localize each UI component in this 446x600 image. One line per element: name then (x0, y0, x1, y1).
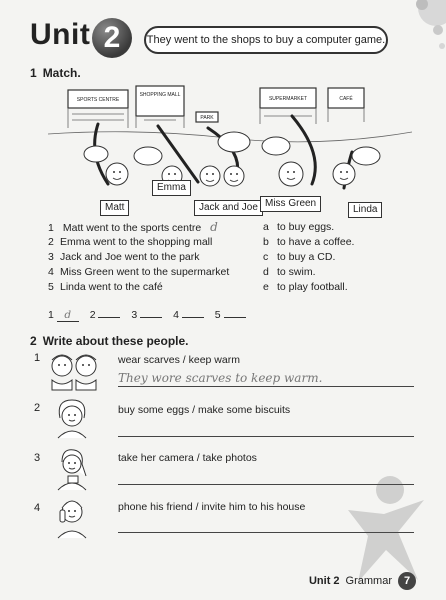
sign-supermarket: SUPERMARKET (268, 96, 308, 102)
answer-line[interactable] (118, 370, 414, 387)
page-footer (309, 572, 416, 590)
match-sentence: 1 Matt went to the sports centre d (48, 220, 218, 234)
answer-slot[interactable]: 5 (215, 305, 246, 321)
two-children-scarves-image (46, 352, 102, 392)
match-sentence: 3 Jack and Joe went to the park (48, 251, 200, 263)
answer-slot[interactable]: 2 (90, 305, 121, 321)
match-ending: c to buy a CD. (263, 251, 336, 263)
sentence-1-answer: d (210, 220, 218, 234)
match-sentence: 2 Emma went to the shopping mall (48, 236, 213, 248)
item-prompt: buy some eggs / make some biscuits (118, 404, 291, 416)
name-tag-matt: Matt (100, 200, 129, 216)
answer-line[interactable] (118, 420, 414, 437)
match-ending: a to buy eggs. (263, 221, 335, 233)
item-prompt: phone his friend / invite him to his house (118, 501, 306, 513)
answer-slots (48, 305, 254, 322)
exercise-2-heading (30, 334, 189, 348)
unit-subtitle: They went to the shops to buy a computer game. (144, 26, 388, 54)
item-1-answer: They wore scarves to keep warm. (118, 371, 323, 385)
sign-cafe: CAFÉ (339, 96, 353, 102)
answer-slot[interactable]: 3 (131, 305, 162, 321)
name-tag-linda: Linda (348, 202, 382, 218)
name-tag-miss-green: Miss Green (260, 196, 321, 212)
page-number: 7 (398, 572, 416, 590)
exercise-2-number: 2 (30, 334, 37, 348)
item-number: 2 (34, 402, 41, 414)
item-prompt: take her camera / take photos (118, 452, 257, 464)
exercise-1-instruction: Match. (42, 66, 81, 80)
sign-sports-centre: SPORTS CENTRE (76, 97, 120, 103)
name-tag-emma: Emma (152, 180, 191, 196)
sign-shopping-mall: SHOPPING MALL (139, 92, 181, 98)
unit-title: Unit (30, 18, 91, 51)
boy-on-phone-image (52, 494, 92, 540)
match-ending: e to play football. (263, 281, 348, 293)
match-sentence: 4 Miss Green went to the supermarket (48, 266, 230, 278)
item-number: 3 (34, 452, 41, 464)
match-ending: b to have a coffee. (263, 236, 355, 248)
exercise-1-number: 1 (30, 66, 37, 80)
woman-portrait-image (52, 398, 92, 440)
item-prompt: wear scarves / keep warm (118, 354, 240, 366)
exercise-2-instruction: Write about these people. (42, 334, 189, 348)
town-scene-image (48, 84, 412, 216)
match-sentence: 5 Linda went to the café (48, 281, 163, 293)
match-ending: d to swim. (263, 266, 316, 278)
item-number: 1 (34, 352, 41, 364)
item-number: 4 (34, 502, 41, 514)
girl-with-camera-image (52, 446, 92, 492)
footer-section-label: Grammar (345, 575, 392, 587)
sign-park: PARK (200, 115, 214, 121)
unit-number-badge: 2 (92, 18, 132, 58)
town-illustration (48, 84, 412, 216)
answer-slot[interactable]: 4 (173, 305, 204, 321)
exercise-1-heading (30, 66, 81, 80)
answer-slot[interactable]: 1 d (48, 309, 79, 322)
footer-unit-label: Unit 2 (308, 575, 340, 587)
name-tag-jack-and-joe: Jack and Joe (194, 200, 263, 216)
